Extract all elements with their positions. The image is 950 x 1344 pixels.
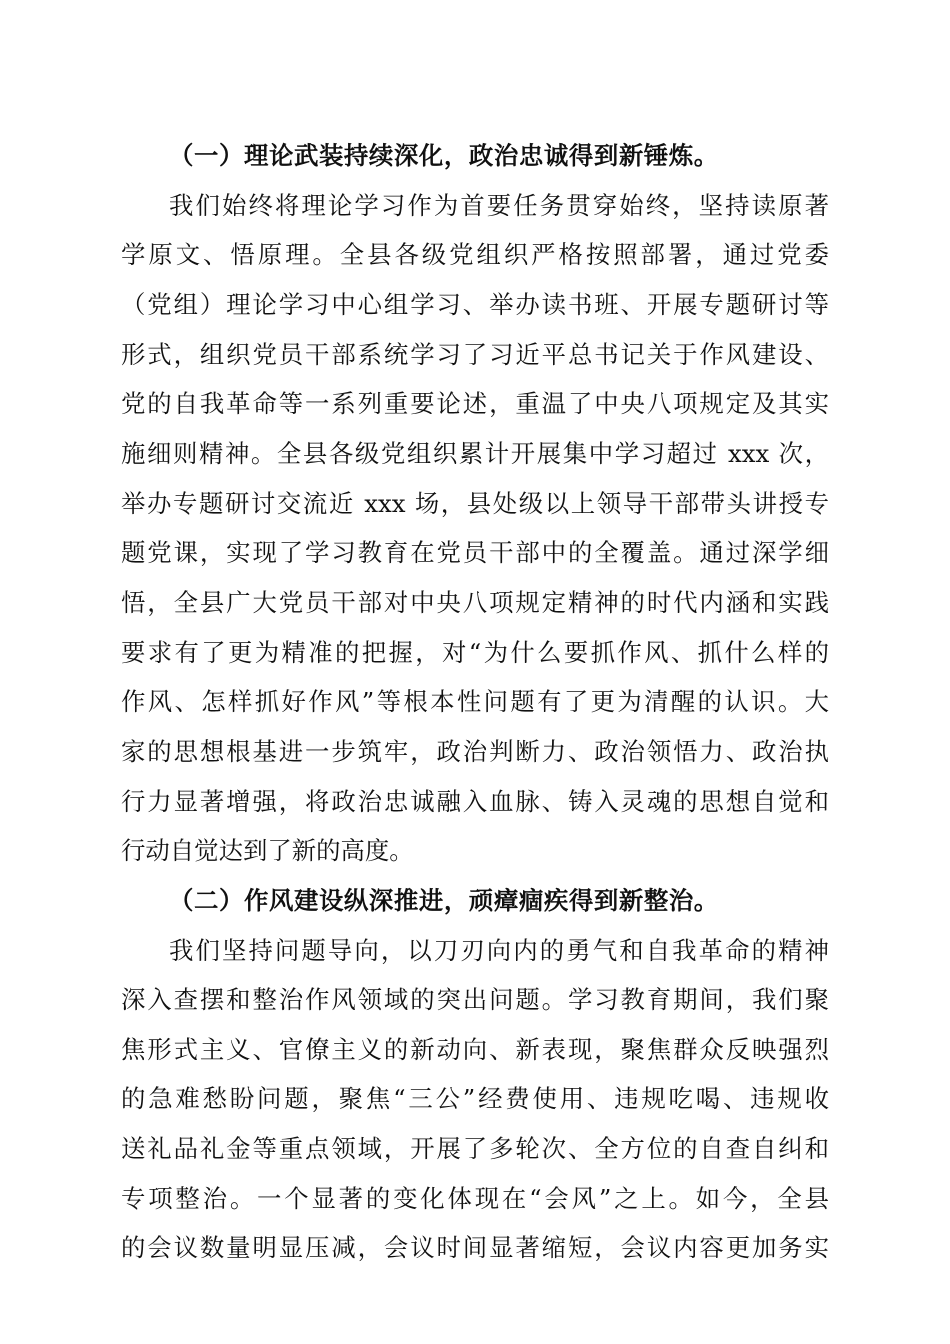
section-1-line: 家的思想根基进一步筑牢，政治判断力、政治领悟力、政治执: [121, 737, 829, 766]
section-2-line: 深入查摆和整治作风领域的突出问题。学习教育期间，我们聚: [121, 985, 829, 1014]
section-1-line: （党组）理论学习中心组学习、举办读书班、开展专题研讨等: [121, 290, 829, 319]
section-2-line: 的急难愁盼问题，聚焦“三公”经费使用、违规吃喝、违规收: [121, 1084, 829, 1113]
section-1-line: 形式，组织党员干部系统学习了习近平总书记关于作风建设、: [121, 340, 829, 369]
section-1-line: 学原文、悟原理。全县各级党组织严格按照部署，通过党委: [121, 240, 829, 269]
section-2-line: 我们坚持问题导向，以刀刃向内的勇气和自我革命的精神: [169, 936, 829, 965]
section-1-line: 行力显著增强，将政治忠诚融入血脉、铸入灵魂的思想自觉和: [121, 787, 829, 816]
section-1-line: 党的自我革命等一系列重要论述，重温了中央八项规定及其实: [121, 389, 829, 418]
section-2-line: 的会议数量明显压减，会议时间显著缩短，会议内容更加务实: [121, 1233, 829, 1262]
section-1-line: 要求有了更为精准的把握，对“为什么要抓作风、抓什么样的: [121, 638, 829, 667]
section-1-line: 施细则精神。全县各级党组织累计开展集中学习超过 xxx 次，: [121, 439, 829, 468]
section-1-line: 我们始终将理论学习作为首要任务贯穿始终，坚持读原著: [169, 191, 829, 220]
section-2-line: 焦形式主义、官僚主义的新动向、新表现，聚焦群众反映强烈: [121, 1035, 829, 1064]
section-1-line: 题党课，实现了学习教育在党员干部中的全覆盖。通过深学细: [121, 538, 829, 567]
section-2-line: 送礼品礼金等重点领域，开展了多轮次、全方位的自查自纠和: [121, 1134, 829, 1163]
section-1-line: 悟，全县广大党员干部对中央八项规定精神的时代内涵和实践: [121, 588, 829, 617]
section-1-heading: （一）理论武装持续深化，政治忠诚得到新锤炼。: [169, 141, 719, 170]
section-1-line: 作风、怎样抓好作风”等根本性问题有了更为清醒的认识。大: [121, 687, 829, 716]
section-2-line: 专项整治。一个显著的变化体现在“会风”之上。如今，全县: [121, 1184, 829, 1213]
section-1-line: 举办专题研讨交流近 xxx 场，县处级以上领导干部带头讲授专: [121, 489, 829, 518]
section-2-heading: （二）作风建设纵深推进，顽瘴痼疾得到新整治。: [169, 886, 719, 915]
section-1-line: 行动自觉达到了新的高度。: [121, 836, 414, 865]
